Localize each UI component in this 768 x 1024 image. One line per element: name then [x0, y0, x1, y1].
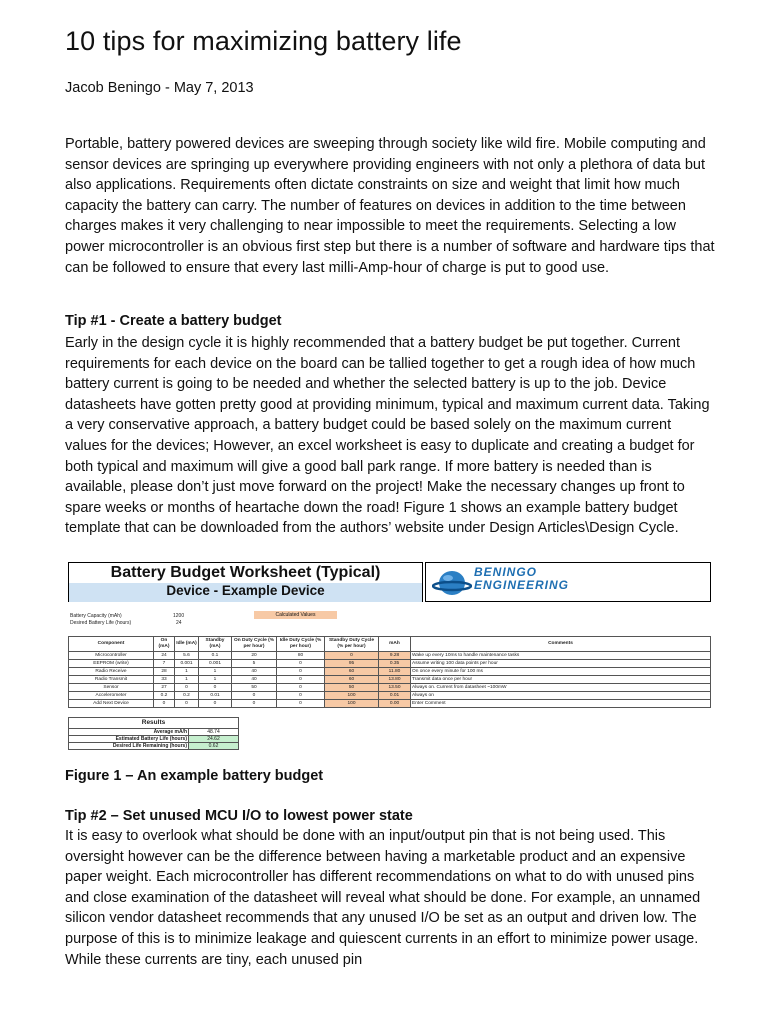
table-cell: Enter Comment	[411, 700, 711, 708]
table-row	[69, 660, 711, 668]
table-header-cell: mAh	[379, 637, 411, 652]
table-cell: 7	[154, 660, 175, 668]
table-cell: 1	[199, 676, 232, 684]
table-cell: 0.00	[379, 700, 411, 708]
table-cell: 95	[325, 660, 379, 668]
worksheet-title: Battery Budget Worksheet (Typical)	[110, 564, 381, 581]
table-header-cell: On (mA)	[154, 637, 175, 652]
table-cell: Wake up every 10ms to handle maintenance tasks	[411, 652, 711, 660]
calculated-values-legend: Calculated Values	[254, 611, 337, 619]
table-cell: 1	[199, 668, 232, 676]
table-row	[69, 668, 711, 676]
tip1-paragraph: Early in the design cycle it is highly recommended that a battery budget be put together. Current requirements for each device on the board can be tallied together to get a rough idea of how much battery current is going to be needed and whether the selected battery is up to the job. Device datasheets have gotten pretty good at providing minimum, typical and maximum current data. Taking a very conservative approach, a battery budget could be based solely on the maximum current values for the devices; However, an excel worksheet is easy to duplicate and creating a budget for both typical and maximum will give a good ball park range. If more battery is needed than is available, please don’t just move forward on the project! Make the necessary changes up front to spare weeks or months of heartache down the road! Figure 1 shows an example battery budget template that can be downloaded from the authors’ website under Design Articles\Design Cycle.	[65, 335, 710, 537]
life-value: 24	[176, 620, 182, 626]
table-header-cell: Standby (mA)	[199, 637, 232, 652]
table-cell: 0	[277, 700, 325, 708]
table-header-cell: On Duty Cycle (% per hour)	[232, 637, 277, 652]
table-cell: 28	[154, 668, 175, 676]
tip1-heading: Tip #1 - Create a battery budget	[65, 313, 282, 329]
logo-text	[474, 566, 569, 592]
capacity-label: Battery Capacity (mAh)	[70, 613, 122, 619]
table-cell: 24	[154, 652, 175, 660]
figure-caption: Figure 1 – An example battery budget	[65, 768, 324, 784]
table-cell: EEPROM (write)	[69, 660, 154, 668]
table-cell: Always on. Current from datasheet ~100mW	[411, 684, 711, 692]
table-row	[69, 692, 711, 700]
table-cell: 0	[325, 652, 379, 660]
table-header-cell: Comments	[411, 637, 711, 652]
results-value: 24.62	[189, 736, 239, 743]
table-cell: 13.80	[379, 676, 411, 684]
table-cell: Accelerometer	[69, 692, 154, 700]
article-title: 10 tips for maximizing battery life	[65, 26, 462, 56]
results-value: 48.74	[189, 729, 239, 736]
table-cell: 40	[232, 668, 277, 676]
table-header-row	[69, 637, 711, 652]
table-cell: 0.01	[379, 692, 411, 700]
table-cell: Add Next Device	[69, 700, 154, 708]
capacity-value: 1200	[173, 613, 185, 619]
table-cell: 5.6	[175, 652, 199, 660]
table-cell: 0.001	[199, 660, 232, 668]
table-cell: 0	[277, 692, 325, 700]
table-cell: 0	[277, 676, 325, 684]
table-cell: 1	[175, 668, 199, 676]
worksheet-title-box	[68, 562, 423, 602]
beningo-logo	[425, 562, 711, 602]
table-cell: 50	[325, 684, 379, 692]
table-cell: Radio Receive	[69, 668, 154, 676]
results-title: Results	[69, 718, 239, 729]
table-row	[69, 676, 711, 684]
table-cell: Microcontroller	[69, 652, 154, 660]
tip2-heading: Tip #2 – Set unused MCU I/O to lowest power state	[65, 808, 413, 824]
tip2-paragraph: It is easy to overlook what should be done with an input/output pin that is not being used. This oversight however can be the difference between having a marketable product and an expensive paper weight. Each microcontroller has different recommendations on what to do with unused pins and close examination of the datasheet will reveal what should be done. For example, an unnamed silicon vendor datasheet recommends that any unused I/O be set as an output and driven low. The purpose of this is to minimize leakage and quiescent currents in an effort to minimize power usage. While these currents are tiny, each unused pin	[65, 828, 701, 968]
table-cell: 20	[232, 652, 277, 660]
results-row	[69, 736, 239, 743]
intro-paragraph: Portable, battery powered devices are sweeping through society like wild fire. Mobile computing and sensor devices are springing up everywhere providing engineers with not only a plethora of data but also applications. Requirements often dictate constraints on size and weight that limit how much capacity the battery can carry. The number of features on devices in addition to the time between charges makes it very challenging to near impossible to meet the requirements. Selecting a low power microcontroller is an obvious first step but there is a number of software and hardware tips that can be followed to ensure that every last milli-Amp-hour of charge is put to good use.	[65, 136, 715, 276]
byline: Jacob Beningo - May 7, 2013	[65, 80, 254, 96]
table-cell: 11.80	[379, 668, 411, 676]
table-cell: Assume writing 100 data points per hour	[411, 660, 711, 668]
results-table	[68, 717, 239, 750]
table-cell: 0	[277, 668, 325, 676]
table-cell: 40	[232, 676, 277, 684]
table-cell: 100	[325, 692, 379, 700]
table-cell: 33	[154, 676, 175, 684]
table-cell: 0.01	[199, 692, 232, 700]
table-cell: 1	[175, 676, 199, 684]
life-label: Desired Battery Life (hours)	[70, 620, 132, 626]
table-row	[69, 652, 711, 660]
results-value: 0.62	[189, 743, 239, 750]
table-cell: 0	[175, 700, 199, 708]
table-cell: Radio Transmit	[69, 676, 154, 684]
table-cell: Always on	[411, 692, 711, 700]
table-cell: 0	[232, 692, 277, 700]
results-label: Estimated Battery Life (hours)	[69, 736, 189, 743]
table-cell: 0.1	[199, 652, 232, 660]
results-label: Average mA/h	[69, 729, 189, 736]
table-cell: 0.2	[154, 692, 175, 700]
table-row	[69, 700, 711, 708]
worksheet-subtitle: Device - Example Device	[69, 583, 422, 602]
table-cell: Sensor	[69, 684, 154, 692]
table-cell: 0.35	[379, 660, 411, 668]
table-cell: 50	[232, 684, 277, 692]
table-cell: 13.50	[379, 684, 411, 692]
table-row	[69, 684, 711, 692]
table-cell: 60	[325, 676, 379, 684]
table-cell: 0	[277, 660, 325, 668]
table-cell: 80	[277, 652, 325, 660]
globe-logo-icon	[432, 567, 472, 599]
table-header-cell: Component	[69, 637, 154, 652]
table-cell: 27	[154, 684, 175, 692]
budget-table	[68, 636, 711, 708]
results-row	[69, 743, 239, 750]
results-label: Desired Life Remaining (hours)	[69, 743, 189, 750]
logo-line1: BENINGO	[474, 565, 538, 579]
results-row	[69, 729, 239, 736]
table-cell: 0	[199, 684, 232, 692]
table-header-cell: Standby Duty Cycle (% per hour)	[325, 637, 379, 652]
table-cell: 0	[277, 684, 325, 692]
logo-line2: ENGINEERING	[474, 578, 570, 592]
table-cell: 0	[232, 700, 277, 708]
table-cell: 0.2	[175, 692, 199, 700]
battery-budget-figure	[68, 562, 711, 762]
table-cell: 0	[154, 700, 175, 708]
table-cell: 9.28	[379, 652, 411, 660]
table-cell: On once every minute for 100 ms	[411, 668, 711, 676]
table-cell: 5	[232, 660, 277, 668]
table-cell: 0	[175, 684, 199, 692]
table-header-cell: Idle Duty Cycle (% per hour)	[277, 637, 325, 652]
table-header-cell: Idle (mA)	[175, 637, 199, 652]
table-cell: 0.001	[175, 660, 199, 668]
table-cell: 0	[199, 700, 232, 708]
table-cell: Transmit data once per hour	[411, 676, 711, 684]
table-cell: 60	[325, 668, 379, 676]
table-cell: 100	[325, 700, 379, 708]
